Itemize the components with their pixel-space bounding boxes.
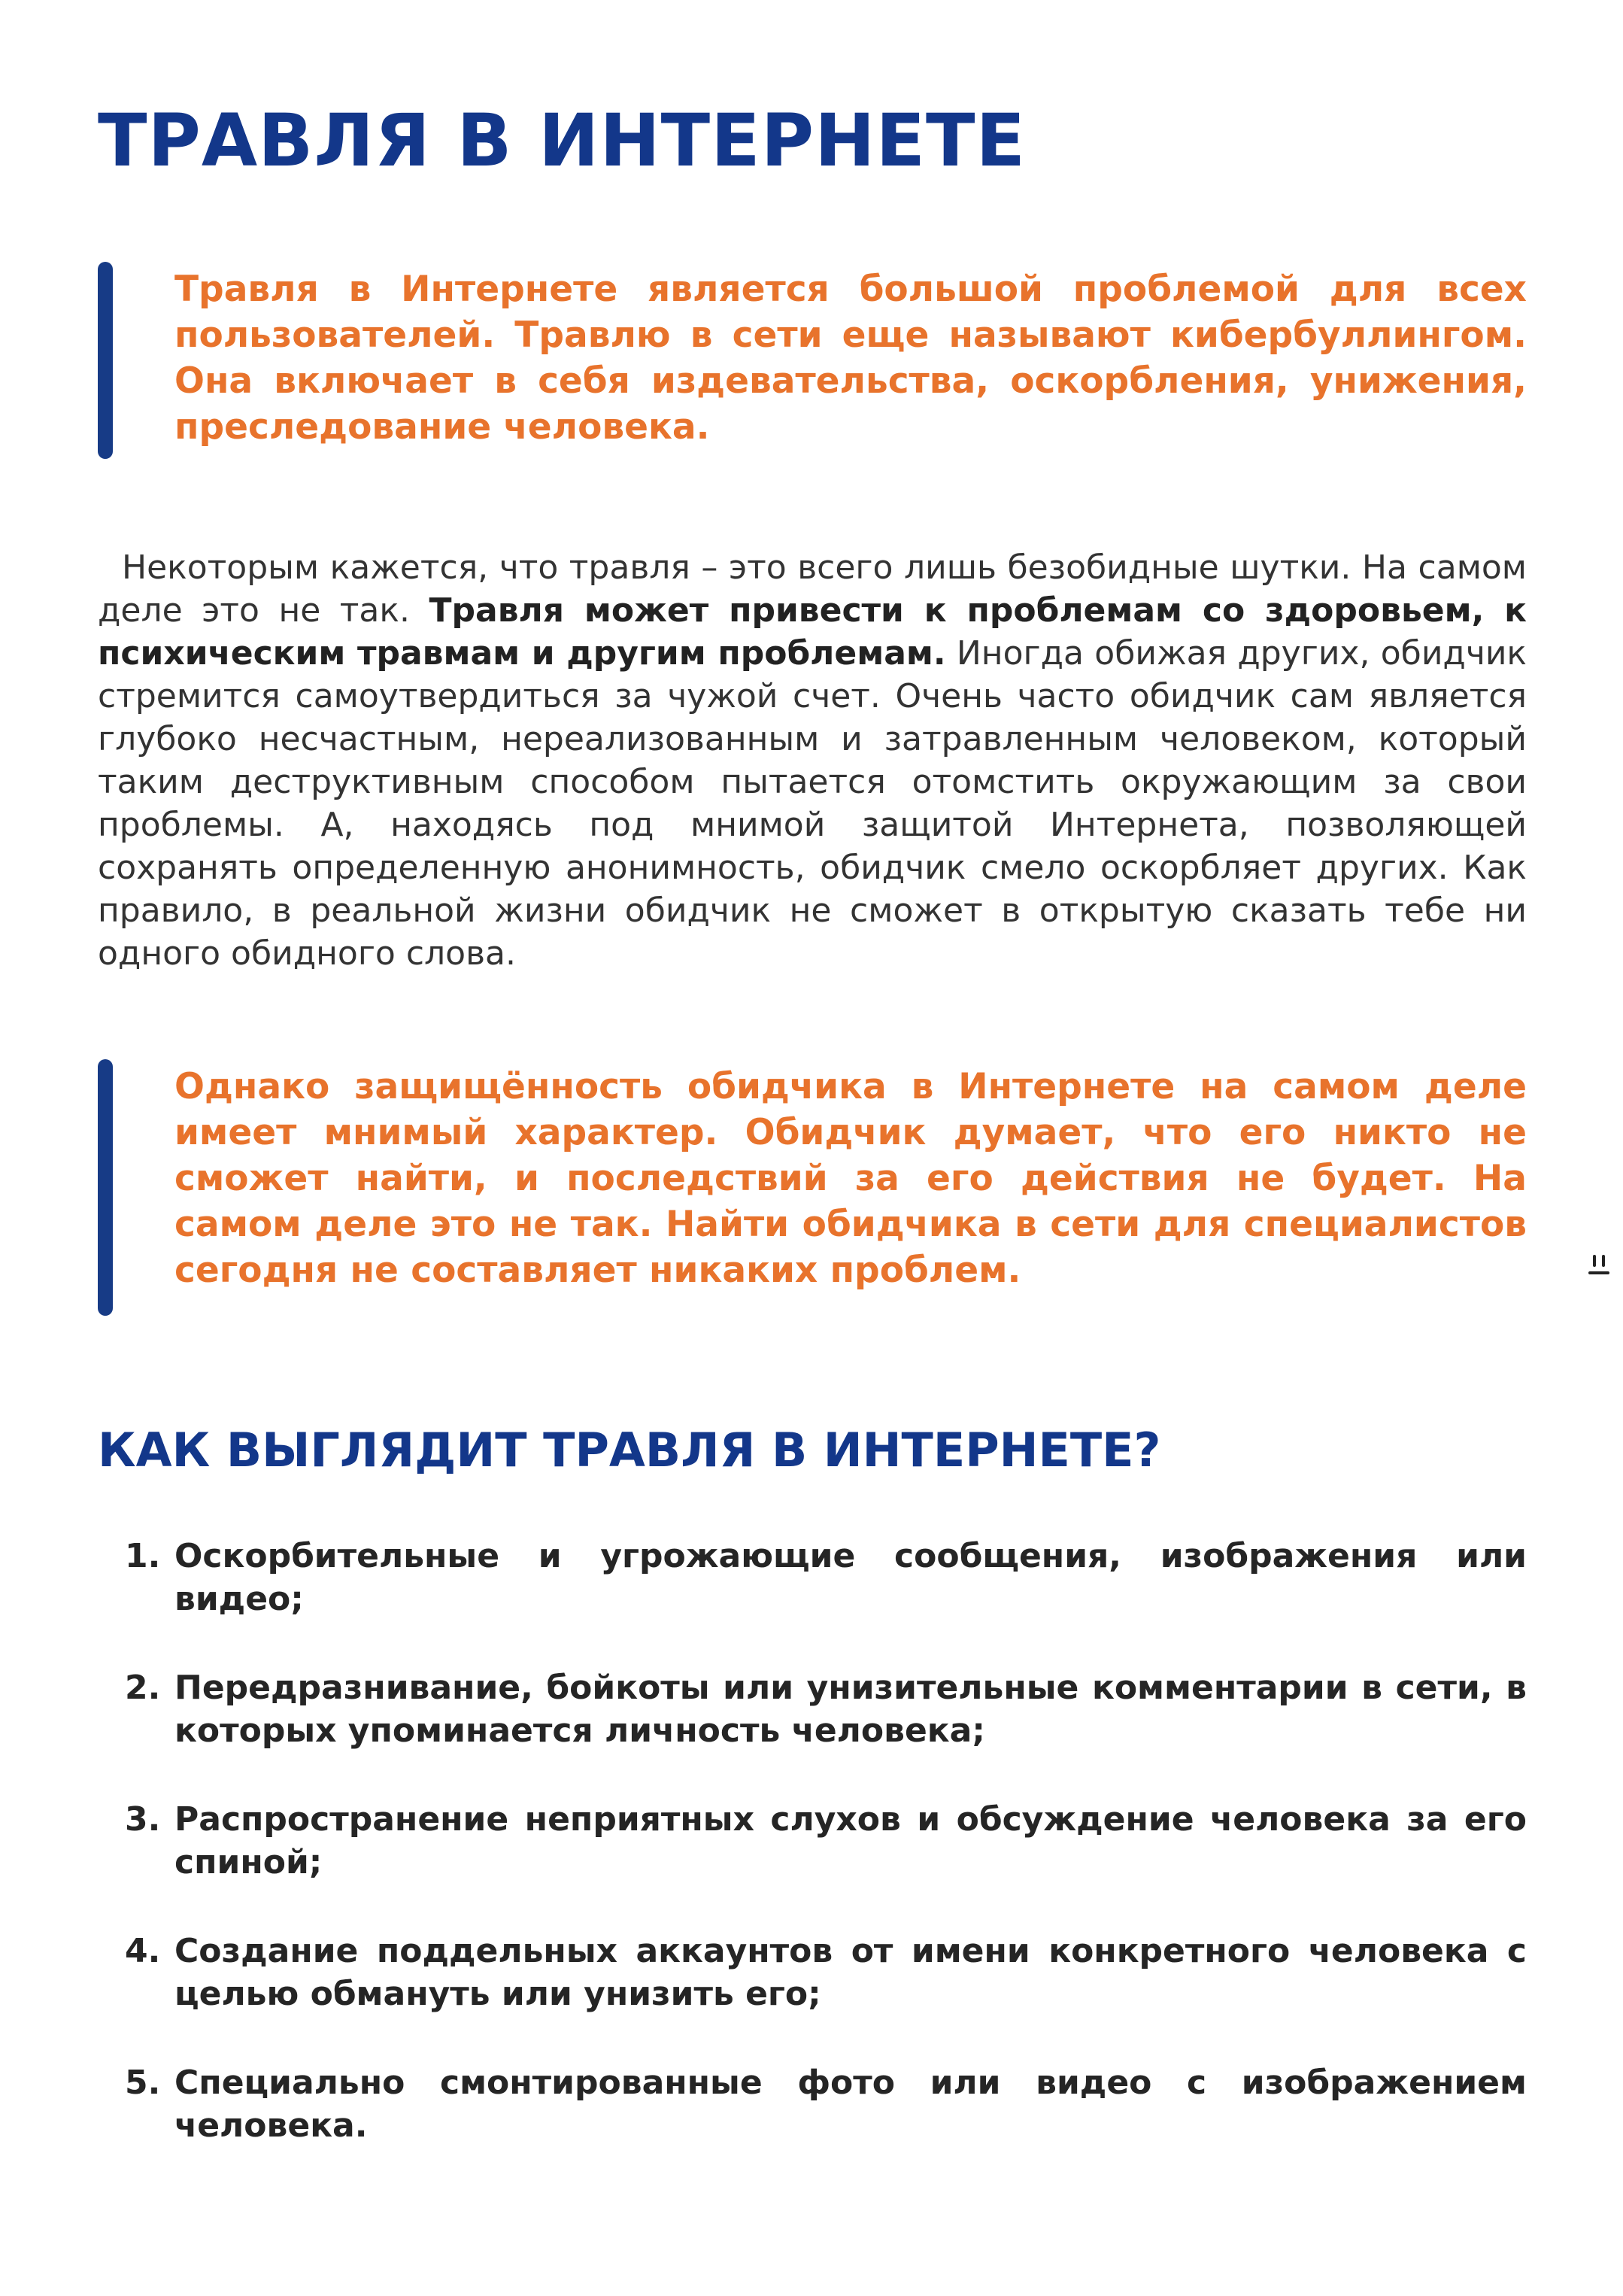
list-item-number: 4.: [125, 1932, 161, 1970]
bullying-forms-list: [98, 1535, 1527, 2193]
list-item-number: 2.: [125, 1669, 161, 1707]
list-item-number: 5.: [125, 2064, 161, 2102]
body-text-bold: Травля может привести к проблемам со здоровьем, к психическим травмам и другим проблемам.: [98, 591, 1527, 673]
list-item-text: Распространение неприятных слухов и обсуждение человека за его спиной;: [174, 1800, 1527, 1881]
body-text-part1: Некоторым кажется, что травля – это всего лишь безобидные шутки. На самом деле это не так.: [98, 548, 1527, 630]
list-item: [98, 1666, 1527, 1752]
body-paragraph: [98, 546, 1527, 975]
list-item: [98, 1930, 1527, 2015]
page-title: ТРАВЛЯ В ИНТЕРНЕТЕ: [98, 99, 1027, 183]
list-item: [98, 2061, 1527, 2147]
callout-bar: [98, 1059, 113, 1316]
list-item-number: 3.: [125, 1800, 161, 1839]
section-heading: КАК ВЫГЛЯДИТ ТРАВЛЯ В ИНТЕРНЕТЕ?: [98, 1423, 1161, 1478]
list-item-number: 1.: [125, 1537, 161, 1575]
callout-intro-text: Травля в Интернете является большой проблемой для всех пользователей. Травлю в сети еще называют кибербуллингом. Она включает в себя издевательства, оскорбления, унижения, преследование человека.: [174, 269, 1527, 448]
list-item-text: Передразнивание, бойкоты или унизительные комментарии в сети, в которых упоминается личность человека;: [174, 1669, 1527, 1750]
list-item-text: Оскорбительные и угрожающие сообщения, изображения или видео;: [174, 1537, 1527, 1618]
list-item: [98, 1535, 1527, 1620]
callout-bar: [98, 262, 113, 459]
body-text-part2: Иногда обижая других, обидчик стремится самоутвердиться за чужой счет. Очень часто обидчик сам является глубоко несчастным, нереализованным и затравленным человеком, который таким деструктивным способом пытается отомстить окружающим за свои проблемы. А, находясь под мнимой защитой Интернета, позволяющей сохранять определенную анонимность, обидчик смело оскорбляет других. Как правило, в реальной жизни обидчик не сможет в открытую сказать тебе ни одного обидного слова.: [98, 634, 1527, 973]
list-item-text: Специально смонтированные фото или видео с изображением человека.: [174, 2064, 1527, 2145]
list-item: [98, 1798, 1527, 1884]
margin-mark: [1588, 1255, 1609, 1282]
callout-intro: [98, 262, 1527, 459]
callout-anonymity-text: Однако защищённость обидчика в Интернете на самом деле имеет мнимый характер. Обидчик думает, что его никто не сможет найти, и последствий за его действия не будет. На самом деле это не так. Найти обидчика в сети для специалистов сегодня не составляет никаких проблем.: [174, 1066, 1527, 1291]
list-item-text: Создание поддельных аккаунтов от имени конкретного человека с целью обмануть или унизить его;: [174, 1932, 1527, 2013]
callout-anonymity: [98, 1059, 1527, 1316]
